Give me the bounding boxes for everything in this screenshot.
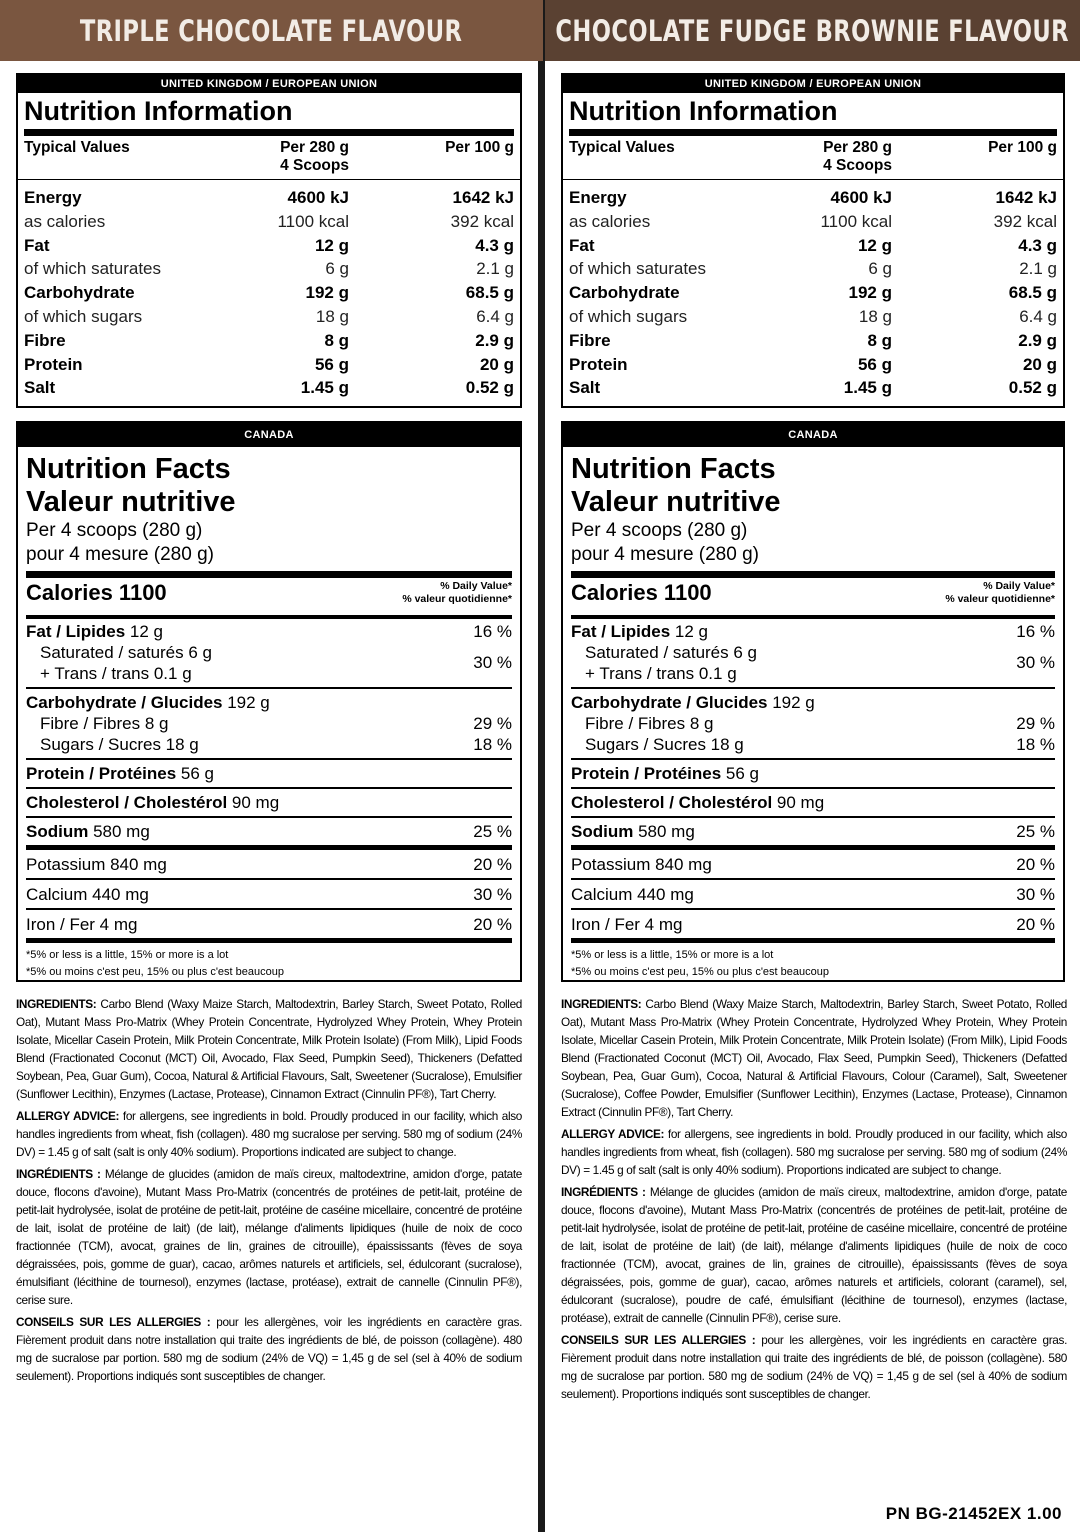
value-per-280: 1100 kcal: [277, 211, 349, 231]
header-per-280: [214, 139, 349, 179]
potassium-percent: 20 %: [1016, 855, 1055, 874]
canada-nutrition-facts-panel: [16, 421, 522, 982]
fat-label: Fat / Lipides: [571, 622, 671, 641]
uk-nutrient-row: [24, 210, 514, 234]
value-per-280: 1.45 g: [300, 378, 349, 398]
header-per-280-line2: 4 Scoops: [823, 157, 892, 174]
value-per-280: 1.45 g: [843, 378, 892, 398]
protein-value: 56 g: [721, 764, 760, 783]
region-label-canada: CANADA: [18, 423, 520, 447]
daily-value-header: [402, 580, 512, 606]
sugars-line: Sugars / Sucres 18 g: [585, 735, 744, 754]
uk-nutrient-row: [24, 281, 514, 305]
allergy-en-text: for allergens, see ingredients in bold. Proudly produced in our facility, which also handles ingredients from wheat, fish (collagen). 480 mg sucralose per serving. 580 mg of sodium (24% DV) = 1.45 g of salt (salt is only 40% sodium). Proportions indicated are subject to change.: [16, 1109, 522, 1159]
uk-nutrient-row: [24, 234, 514, 258]
cholesterol-row: [26, 789, 512, 818]
daily-value-en: % Daily Value*: [983, 580, 1055, 592]
calories-row: [26, 571, 512, 619]
sodium-percent: 25 %: [1016, 822, 1055, 841]
value-per-280: 18 g: [858, 306, 892, 326]
header-per-280-line2: 4 Scoops: [280, 157, 349, 174]
nutrient-name: of which sugars: [569, 306, 688, 326]
ingredients-en-text: Carbo Blend (Waxy Maize Starch, Maltodextrin, Barley Starch, Sweet Potato, Rolled Oat), Mutant Mass Pro-Matrix (Whey Protein Concentrate, Hydrolyzed Whey Protein, Whey Protein Isolate, Micellar Casein Protein, Milk Protein Concentrate, Milk Protein Isolate) (From Milk), Lipid Foods Blend (Fractionated Coconut (MCT) Oil, Avocado, Flax Seed, Pumpkin Seed), Thickeners (Defatted Soybean, Pea, Guar Gum), Cocoa, Natural & Artificial Flavours, Colour (Caramel), Salt, Sweetener (Sucralose), Coffee Powder, Emulsifier (Sunflower Lecithin), Enzymes (Lactase, Protease), Cinnamon Extract (Cinnulin PF®), Tart Cherry.: [561, 997, 1067, 1119]
cholesterol-row: [571, 789, 1055, 818]
protein-value: 56 g: [176, 764, 215, 783]
fibre-percent: 29 %: [1016, 714, 1055, 733]
protein-row: [26, 760, 512, 789]
value-per-100: 2.9 g: [1018, 330, 1057, 350]
serving-size-en: Per 4 scoops (280 g): [26, 520, 203, 541]
uk-table-header: [563, 136, 1063, 180]
allergy-fr: [16, 1313, 522, 1385]
sodium-label: Sodium: [571, 822, 634, 841]
nutrient-name: as calories: [569, 211, 651, 231]
value-per-100: 4.3 g: [475, 235, 514, 255]
value-per-280: 8 g: [324, 330, 349, 350]
sodium-label: Sodium: [26, 822, 89, 841]
daily-value-fr: % valeur quotidienne*: [945, 593, 1055, 605]
trans-line: + Trans / trans 0.1 g: [585, 664, 737, 683]
sugars-percent: 18 %: [1016, 735, 1055, 754]
valeur-nutritive-title: Valeur nutritive: [26, 486, 236, 518]
potassium-row: [26, 850, 512, 880]
allergy-en-label: ALLERGY ADVICE:: [16, 1109, 120, 1123]
value-per-280: 1100 kcal: [820, 211, 892, 231]
thick-rule: [569, 129, 1057, 136]
cholesterol-label: Cholesterol / Cholestérol: [571, 793, 773, 812]
fibre-percent: 29 %: [473, 714, 512, 733]
valeur-nutritive-title: Valeur nutritive: [571, 486, 781, 518]
flavour-banner: [0, 0, 543, 61]
value-per-280: 4600 kJ: [287, 188, 349, 207]
daily-value-header: [945, 580, 1055, 606]
fat-percent: 16 %: [1016, 622, 1055, 641]
allergy-fr-label: CONSEILS SUR LES ALLERGIES :: [16, 1315, 211, 1329]
header-per-280: [757, 139, 892, 179]
sodium-percent: 25 %: [473, 822, 512, 841]
nutrient-name: Protein: [569, 354, 628, 374]
region-label-canada: CANADA: [563, 423, 1063, 447]
value-per-280: 12 g: [314, 235, 349, 255]
nutrient-name: Energy: [24, 188, 82, 207]
value-per-100: 2.1 g: [476, 259, 514, 279]
ingredients-en-label: INGREDIENTS:: [561, 997, 642, 1011]
uk-nutrient-row: [24, 353, 514, 377]
ingredients-en: [16, 995, 522, 1103]
allergy-fr-label: CONSEILS SUR LES ALLERGIES :: [561, 1333, 756, 1347]
serving-size-fr: pour 4 mesure (280 g): [571, 544, 759, 565]
calories-value: Calories 1100: [571, 580, 712, 605]
nutrient-name: Carbohydrate: [569, 283, 680, 303]
allergy-en: [561, 1125, 1067, 1179]
sodium-row: [571, 818, 1055, 850]
value-per-100: 392 kcal: [450, 211, 514, 231]
value-per-100: 6.4 g: [1019, 306, 1057, 326]
label-column-fudge-brownie: [545, 0, 1080, 1532]
uk-nutrient-row: [569, 281, 1057, 305]
sugars-percent: 18 %: [473, 735, 512, 754]
header-per-100: Per 100 g: [988, 139, 1057, 156]
saturated-line: Saturated / saturés 6 g: [40, 643, 212, 662]
nutrient-name: of which saturates: [24, 259, 162, 279]
uk-nutrient-row: [569, 329, 1057, 353]
flavour-banner: [545, 0, 1080, 61]
trans-line: + Trans / trans 0.1 g: [40, 664, 192, 683]
header-per-100: Per 100 g: [445, 139, 514, 156]
dv-footnote: [26, 947, 512, 981]
value-per-280: 18 g: [315, 306, 349, 326]
nutrient-name: Protein: [24, 354, 83, 374]
value-per-100: 0.52 g: [1008, 378, 1057, 398]
value-per-100: 6.4 g: [476, 306, 514, 326]
uk-nutrient-row: [569, 305, 1057, 329]
sugars-line: Sugars / Sucres 18 g: [40, 735, 199, 754]
nutrition-facts-title: Nutrition Facts: [26, 453, 231, 485]
value-per-100: 4.3 g: [1018, 235, 1057, 255]
uk-nutrient-row: [569, 353, 1057, 377]
fibre-line: Fibre / Fibres 8 g: [585, 714, 714, 733]
saturated-line: Saturated / saturés 6 g: [585, 643, 757, 662]
iron-line: Iron / Fer 4 mg: [26, 915, 138, 934]
thick-rule: [24, 129, 514, 136]
footnote-fr: *5% ou moins c'est peu, 15% ou plus c'est beaucoup: [571, 966, 829, 978]
ingredients-fr-text: Mélange de glucides (amidon de maïs cireux, maltodextrine, amidon d'orge, patate douce, flocons d'avoine), Mutant Mass Pro-Matrix (concentrés de protéines de petit-lait, protéine de petit-lait hydrolysée, isolat de protéine de petit-lait, protéine de caséine micellaire, concentré de protéine de lait, isolat de protéine de lait) (de lait), mélange d'aliments lipidiques (huile de noix de coco fractionnée (TCM), avocat, graines de lin, graines de citrouille), épaississants (fèves de soya dégraissées, pois, gomme de guar), cacao, arômes naturels et artificiels, colorant (caramel), sel, édulcorant (sucralose), poudre de café, émulsifiant (lécithine de tournesol), enzymes (lactase, protéase), extrait de cannelle (Cinnulin PF®), cerise sure.: [561, 1185, 1068, 1325]
nutrient-name: Fibre: [569, 330, 611, 350]
protein-label: Protein / Protéines: [571, 764, 722, 783]
cholesterol-label: Cholesterol / Cholestérol: [26, 793, 228, 812]
nutrient-name: Fat: [569, 235, 595, 255]
header-per-280-line1: Per 280 g: [280, 139, 349, 156]
daily-value-fr: % valeur quotidienne*: [402, 593, 512, 605]
value-per-280: 56 g: [857, 354, 892, 374]
value-per-280: 192 g: [848, 283, 892, 303]
uk-panel-title: Nutrition Information: [569, 96, 838, 126]
value-per-280: 12 g: [857, 235, 892, 255]
ingredients-fr-label: INGRÉDIENTS :: [561, 1185, 646, 1199]
carb-value: 192 g: [222, 693, 270, 712]
carbohydrate-section: [571, 689, 1055, 760]
carb-label: Carbohydrate / Glucides: [571, 693, 768, 712]
iron-percent: 20 %: [473, 915, 512, 934]
value-per-280: 192 g: [305, 283, 349, 303]
cholesterol-value: 90 mg: [227, 793, 280, 812]
uk-nutrient-row: [24, 257, 514, 281]
value-per-280: 6 g: [325, 259, 349, 279]
part-number: PN BG-21452EX 1.00: [885, 1504, 1062, 1523]
nutrient-name: Salt: [569, 378, 601, 398]
value-per-100: 20 g: [1022, 354, 1057, 374]
flavour-title: TRIPLE CHOCOLATE FLAVOUR: [80, 13, 463, 48]
iron-percent: 20 %: [1016, 915, 1055, 934]
uk-panel-title: Nutrition Information: [24, 96, 293, 126]
value-per-280: 8 g: [867, 330, 892, 350]
uk-nutrient-row: [24, 329, 514, 353]
sodium-row: [26, 818, 512, 850]
allergy-en-text: for allergens, see ingredients in bold. Proudly produced in our facility, which also handles ingredients from wheat, fish (collagen). 580 mg sucralose per serving. 580 mg of sodium (24% DV) = 1.45 g of salt (salt is only 40% sodium). Proportions indicated are subject to change.: [561, 1127, 1067, 1177]
carb-value: 192 g: [767, 693, 815, 712]
footnote-en: *5% or less is a little, 15% or more is a lot: [26, 949, 229, 961]
nutrient-name: Fat: [24, 235, 50, 255]
value-per-100: 392 kcal: [993, 211, 1057, 231]
canada-nutrition-facts-panel: [561, 421, 1065, 982]
protein-row: [571, 760, 1055, 789]
footnote-en: *5% or less is a little, 15% or more is a lot: [571, 949, 774, 961]
header-per-280-line1: Per 280 g: [823, 139, 892, 156]
calcium-row: [26, 880, 512, 910]
ingredients-block: [16, 995, 522, 1389]
uk-table-header: [18, 136, 520, 180]
flavour-title: CHOCOLATE FUDGE BROWNIE FLAVOUR: [555, 13, 1070, 48]
allergy-fr: [561, 1331, 1067, 1403]
ingredients-fr: [561, 1183, 1067, 1327]
uk-rows: [18, 186, 520, 400]
potassium-line: Potassium 840 mg: [571, 855, 712, 874]
calcium-line: Calcium 440 mg: [26, 885, 149, 904]
header-typical-values: Typical Values: [24, 139, 130, 156]
nutrient-name: of which sugars: [24, 306, 143, 326]
sodium-value: 580 mg: [633, 822, 695, 841]
potassium-percent: 20 %: [473, 855, 512, 874]
ingredients-fr: [16, 1165, 522, 1309]
header-typical-values: Typical Values: [569, 139, 675, 156]
calcium-percent: 30 %: [473, 885, 512, 904]
ingredients-en-label: INGREDIENTS:: [16, 997, 97, 1011]
value-per-100: 20 g: [479, 354, 514, 374]
carbohydrate-section: [26, 689, 512, 760]
value-per-100: 1642 kJ: [995, 188, 1057, 207]
value-per-100: 68.5 g: [465, 283, 514, 303]
iron-row: [26, 910, 512, 943]
uk-nutrient-row: [569, 234, 1057, 258]
nutrient-name: Fibre: [24, 330, 66, 350]
cholesterol-value: 90 mg: [772, 793, 825, 812]
fat-value: 12 g: [670, 622, 708, 641]
serving-size-fr: pour 4 mesure (280 g): [26, 544, 214, 565]
calcium-row: [571, 880, 1055, 910]
value-per-280: 4600 kJ: [830, 188, 892, 207]
value-per-100: 0.52 g: [465, 378, 514, 398]
uk-nutrient-row: [24, 186, 514, 210]
iron-row: [571, 910, 1055, 943]
allergy-fr-text: pour les allergènes, voir les ingrédients en caractère gras. Fièrement produit dans notre installation qui traite des ingrédients de blé, de poisson (collagène). 580 mg de sucralose par portion. 580 mg de sodium (24% de VQ) = 1,45 g de sel (sel à 40% de sodium seulement). Proportions indiqués sont susceptibles de changer.: [561, 1333, 1067, 1401]
potassium-row: [571, 850, 1055, 880]
uk-nutrition-panel: [561, 73, 1065, 408]
value-per-100: 1642 kJ: [452, 188, 514, 207]
ingredients-en: [561, 995, 1067, 1121]
uk-nutrition-panel: [16, 73, 522, 408]
fibre-line: Fibre / Fibres 8 g: [40, 714, 169, 733]
fat-percent: 16 %: [473, 622, 512, 641]
uk-nutrient-row: [569, 257, 1057, 281]
calories-row: [571, 571, 1055, 619]
saturated-percent: 30 %: [473, 653, 512, 672]
value-per-100: 68.5 g: [1008, 283, 1057, 303]
potassium-line: Potassium 840 mg: [26, 855, 167, 874]
value-per-280: 56 g: [314, 354, 349, 374]
ingredients-en-text: Carbo Blend (Waxy Maize Starch, Maltodextrin, Barley Starch, Sweet Potato, Rolled Oat), Mutant Mass Pro-Matrix (Whey Protein Concentrate, Hydrolyzed Whey Protein, Whey Protein Isolate, Micellar Casein Protein, Milk Protein Concentrate, Milk Protein Isolate) (From Milk), Lipid Foods Blend (Fractionated Coconut (MCT) Oil, Avocado, Flax Seed, Pumpkin Seed), Thickeners (Defatted Soybean, Pea, Guar Gum), Cocoa, Natural & Artificial Flavours, Salt, Sweetener (Sucralose), Emulsifier (Sunflower Lecithin), Enzymes (Lactase, Protease), Cinnamon Extract (Cinnulin PF®), Tart Cherry.: [16, 997, 522, 1101]
ingredients-block: [561, 995, 1067, 1407]
uk-rows: [563, 186, 1063, 400]
nutrient-name: Energy: [569, 188, 627, 207]
ingredients-fr-label: INGRÉDIENTS :: [16, 1167, 101, 1181]
protein-label: Protein / Protéines: [26, 764, 177, 783]
value-per-100: 2.9 g: [475, 330, 514, 350]
fat-section: [26, 619, 512, 689]
calcium-line: Calcium 440 mg: [571, 885, 694, 904]
fat-label: Fat / Lipides: [26, 622, 126, 641]
region-label-uk: UNITED KINGDOM / EUROPEAN UNION: [18, 75, 520, 93]
region-label-uk: UNITED KINGDOM / EUROPEAN UNION: [563, 75, 1063, 93]
dv-footnote: [571, 947, 1055, 981]
uk-nutrient-row: [569, 210, 1057, 234]
fat-section: [571, 619, 1055, 689]
allergy-fr-text: pour les allergènes, voir les ingrédients en caractère gras. Fièrement produit dans notre installation qui traite des ingrédients de blé, de poisson (collagène). 480 mg de sucralose par portion. 580 mg de sodium (24% de VQ) = 1,45 g de sel (sel à 40% de sodium seulement). Proportions indiqués sont susceptibles de changer.: [16, 1315, 522, 1383]
nutrition-facts-title: Nutrition Facts: [571, 453, 776, 485]
calcium-percent: 30 %: [1016, 885, 1055, 904]
iron-line: Iron / Fer 4 mg: [571, 915, 683, 934]
value-per-100: 2.1 g: [1019, 259, 1057, 279]
carb-label: Carbohydrate / Glucides: [26, 693, 223, 712]
nutrient-name: as calories: [24, 211, 106, 231]
ingredients-fr-text: Mélange de glucides (amidon de maïs cireux, maltodextrine, amidon d'orge, patate douce, flocons d'avoine), Mutant Mass Pro-Matrix (concentrés de protéines de petit-lait, protéine de petit-lait hydrolysée, isolat de protéine de petit-lait, protéine de caséine micellaire, concentré de protéine de lait, isolat de protéine de lait) (de lait), mélange d'aliments lipidiques (huile de noix de coco fractionnée (TCM), avocat, graines de lin, graines de citrouille), épaississants (fèves de soya dégraissées, pois, gomme de guar), cacao, arômes naturels et artificiels, sel, édulcorant (sucralose), émulsifiant (lécithine de tournesol), enzymes (lactase, protéase), extrait de cannelle (Cinnulin PF®), cerise sure.: [16, 1167, 523, 1307]
daily-value-en: % Daily Value*: [440, 580, 512, 592]
uk-nutrient-row: [24, 305, 514, 329]
allergy-en-label: ALLERGY ADVICE:: [561, 1127, 665, 1141]
uk-nutrient-row: [569, 376, 1057, 400]
allergy-en: [16, 1107, 522, 1161]
calories-value: Calories 1100: [26, 580, 167, 605]
uk-nutrient-row: [24, 376, 514, 400]
nutrient-name: Salt: [24, 378, 56, 398]
saturated-percent: 30 %: [1016, 653, 1055, 672]
uk-nutrient-row: [569, 186, 1057, 210]
footnote-fr: *5% ou moins c'est peu, 15% ou plus c'est beaucoup: [26, 966, 284, 978]
sodium-value: 580 mg: [88, 822, 150, 841]
fat-value: 12 g: [125, 622, 163, 641]
serving-size-en: Per 4 scoops (280 g): [571, 520, 748, 541]
nutrient-name: of which saturates: [569, 259, 707, 279]
value-per-280: 6 g: [868, 259, 892, 279]
nutrient-name: Carbohydrate: [24, 283, 135, 303]
